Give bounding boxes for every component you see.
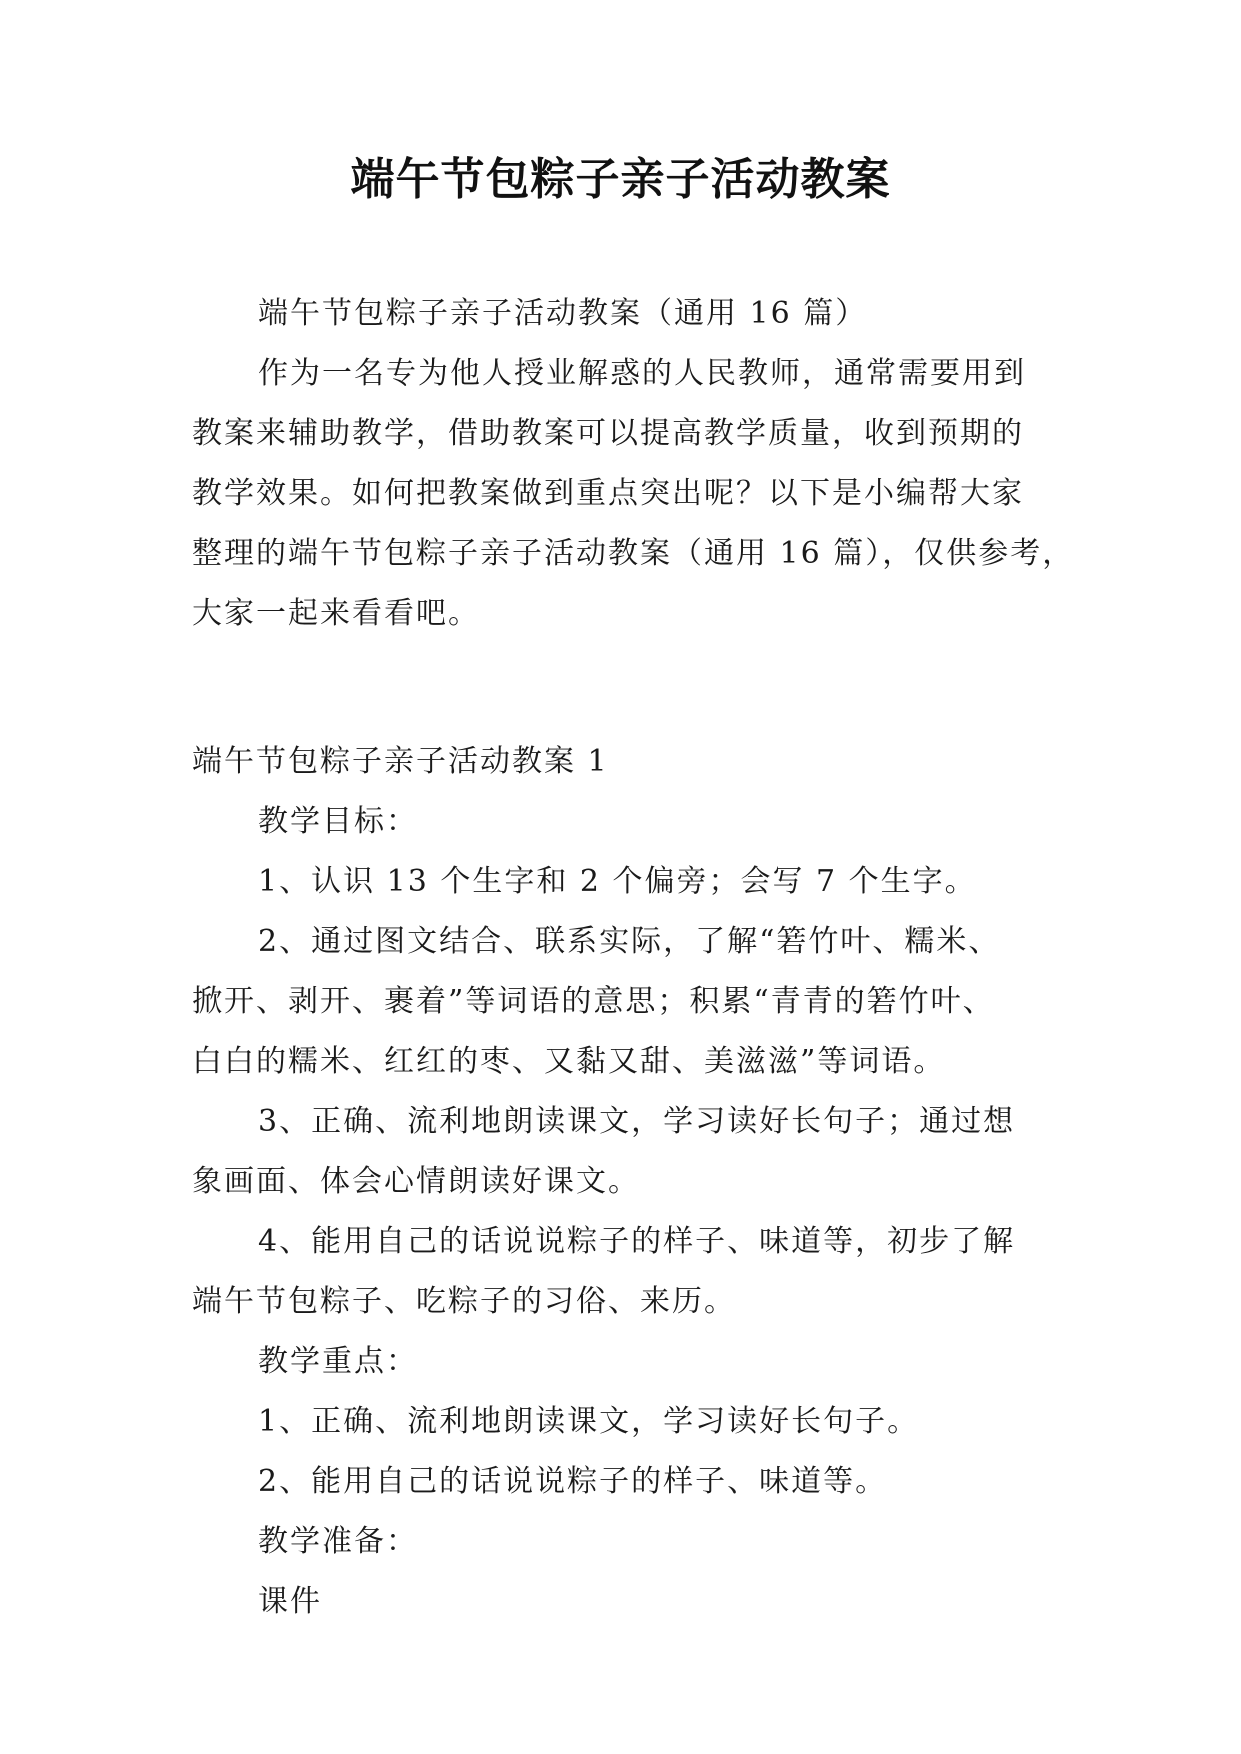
goal-line: 3、正确、流利地朗读课文，学习读好长句子；通过想 [258, 1104, 1016, 1139]
document-title: 端午节包粽子亲子活动教案 [350, 154, 891, 205]
paragraph-line: 作为一名专为他人授业解惑的人民教师，通常需要用到 [258, 356, 1026, 391]
goal-item-3 [192, 1092, 1072, 1212]
goal-line: 4、能用自己的话说说粽子的样子、味道等，初步了解 [258, 1224, 1016, 1259]
goal-line: 2、通过图文结合、联系实际，了解“箬竹叶、糯米、 [258, 924, 1001, 959]
section-heading: 端午节包粽子亲子活动教案 1 [192, 744, 609, 779]
goal-item-1: 1、认识 13 个生字和 2 个偏旁；会写 7 个生字。 [258, 864, 977, 899]
paragraph-line: 大家一起来看看吧。 [192, 596, 480, 631]
focus-item-2: 2、能用自己的话说说粽子的样子、味道等。 [258, 1464, 888, 1499]
paragraph-line: 整理的端午节包粽子亲子活动教案（通用 16 篇），仅供参考， [192, 536, 1075, 571]
section-spacer [192, 644, 1072, 732]
document-body [192, 284, 1075, 1632]
intro-subtitle: 端午节包粽子亲子活动教案（通用 16 篇） [258, 296, 868, 331]
focus-item-1: 1、正确、流利地朗读课文，学习读好长句子。 [258, 1404, 920, 1439]
goal-item-4 [192, 1212, 1072, 1332]
prep-label: 教学准备： [258, 1524, 418, 1559]
goal-line: 掀开、剥开、裹着”等词语的意思；积累“青青的箬竹叶、 [192, 984, 995, 1019]
goal-line: 白白的糯米、红红的枣、又黏又甜、美滋滋”等词语。 [192, 1044, 946, 1079]
paragraph-line: 教案来辅助教学，借助教案可以提高教学质量，收到预期的 [192, 416, 1024, 451]
goal-line: 象画面、体会心情朗读好课文。 [192, 1164, 640, 1199]
goal-line: 端午节包粽子、吃粽子的习俗、来历。 [192, 1284, 736, 1319]
prep-item-1: 课件 [258, 1584, 322, 1619]
goals-label: 教学目标： [258, 804, 418, 839]
goal-item-2 [192, 912, 1072, 1092]
focus-label: 教学重点： [258, 1344, 418, 1379]
paragraph-line: 教学效果。如何把教案做到重点突出呢？以下是小编帮大家 [192, 476, 1024, 511]
intro-paragraph [192, 344, 1075, 644]
